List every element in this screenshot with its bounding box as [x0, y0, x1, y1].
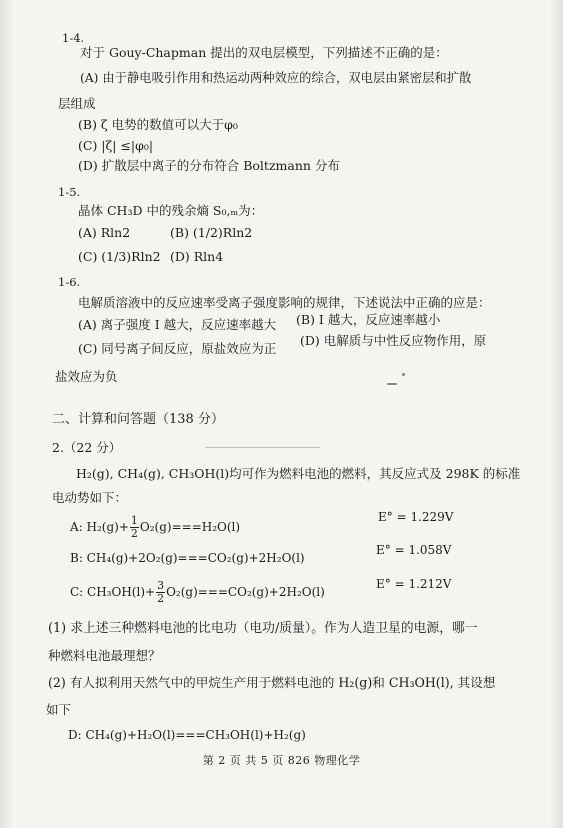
question-1-4-option-b: (B) ζ 电势的数值可以大于φ₀	[78, 117, 238, 132]
reaction-a-prefix: A: H₂(g)+	[70, 520, 129, 534]
question-2-intro: H₂(g), CH₄(g), CH₃OH(l)均可作为燃料电池的燃料，其反应式及 298K 的标准	[76, 466, 521, 481]
question-1-4-number: 1-4.	[62, 31, 85, 45]
question-1-4-stem: 对于 Gouy-Chapman 提出的双电层模型，下列描述不正确的是：	[80, 45, 448, 60]
question-2-part-2-cont: 如下	[46, 702, 72, 717]
question-1-5-stem: 晶体 CH₃D 中的残余熵 S₀,ₘ为：	[78, 203, 264, 218]
reaction-c-emf: E° = 1.212V	[376, 577, 452, 591]
question-1-5-option-d: (D) Rln4	[170, 249, 224, 264]
fraction-numerator: 3	[157, 579, 165, 592]
fraction-denominator: 2	[130, 527, 138, 540]
fraction-numerator: 1	[130, 514, 138, 527]
question-2-number: 2.（22 分）	[52, 440, 122, 455]
reaction-c	[70, 577, 325, 607]
fraction-denominator: 2	[157, 592, 165, 605]
scan-mark	[402, 373, 405, 376]
question-1-6-number: 1-6.	[58, 275, 81, 289]
question-2-intro-cont: 电动势如下：	[52, 490, 128, 505]
question-1-6-option-d: (D) 电解质与中性反应物作用，原	[300, 333, 487, 348]
question-1-6-stem: 电解质溶液中的反应速率受离子强度影响的规律，下述说法中正确的应是：	[78, 295, 491, 310]
question-1-6-option-a: (A) 离子强度 I 越大，反应速率越大	[78, 317, 277, 332]
question-1-4-option-c: (C) |ζ| ≤|φ₀|	[78, 138, 154, 153]
reaction-a-fraction	[130, 515, 139, 540]
page-edge-right	[549, 0, 563, 828]
scan-mark	[387, 383, 397, 385]
reaction-a-suffix: O₂(g)===H₂O(l)	[139, 520, 241, 534]
question-1-6-option-c: (C) 同号离子间反应，原盐效应为正	[78, 341, 277, 356]
reaction-c-fraction	[156, 580, 165, 605]
reaction-a-emf: E° = 1.229V	[378, 510, 454, 524]
section-heading: 二、计算和问答题（138 分）	[52, 412, 224, 427]
question-2-part-2: (2) 有人拟利用天然气中的甲烷生产用于燃料电池的 H₂(g)和 CH₃OH(l), 其设想	[48, 675, 496, 690]
reaction-b-emf: E° = 1.058V	[376, 543, 452, 557]
question-1-5-option-a: (A) Rln2	[78, 225, 131, 240]
question-1-6-option-d-cont: 盐效应为负	[55, 369, 118, 384]
reaction-c-prefix: C: CH₃OH(l)+	[70, 585, 156, 599]
question-1-6-option-b: (B) I 越大，反应速率越小	[296, 312, 441, 327]
question-1-4-option-a: (A) 由于静电吸引作用和热运动两种效应的综合，双电层由紧密层和扩散	[80, 71, 472, 85]
page-edge-left	[0, 0, 14, 828]
question-2-part-1: (1) 求上述三种燃料电池的比电功（电功/质量）。作为人造卫星的电源，哪一	[48, 621, 478, 636]
question-1-4-option-a-cont: 层组成	[58, 96, 96, 111]
reaction-d: D: CH₄(g)+H₂O(l)===CH₃OH(l)+H₂(g)	[68, 728, 306, 742]
question-1-4-option-d: (D) 扩散层中离子的分布符合 Boltzmann 分布	[78, 158, 340, 173]
question-2-part-1-cont: 种燃料电池最理想？	[48, 648, 161, 663]
reaction-a	[70, 512, 240, 542]
reaction-b: B: CH₄(g)+2O₂(g)===CO₂(g)+2H₂O(l)	[70, 551, 305, 565]
question-1-5-option-b: (B) (1/2)Rln2	[170, 225, 253, 240]
scan-mark	[205, 447, 320, 448]
reaction-c-suffix: O₂(g)===CO₂(g)+2H₂O(l)	[166, 585, 325, 599]
question-1-5-number: 1-5.	[58, 185, 81, 199]
page-footer: 第 2 页 共 5 页 826 物理化学	[202, 754, 361, 767]
question-1-5-option-c: (C) (1/3)Rln2	[78, 249, 161, 264]
